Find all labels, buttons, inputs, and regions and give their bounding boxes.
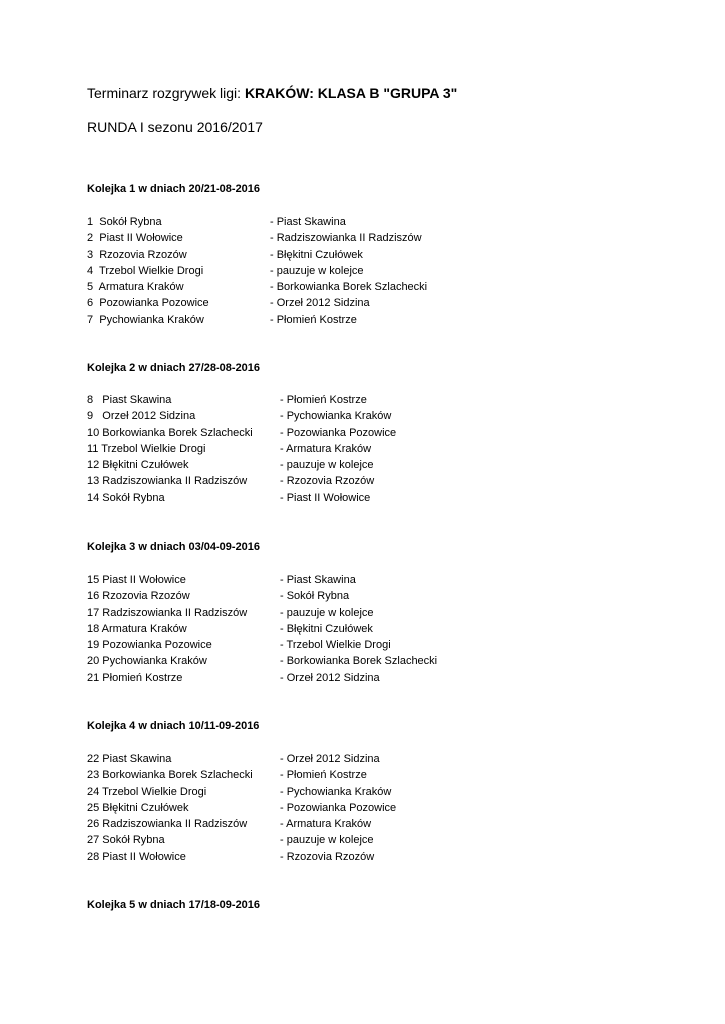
match-home-team: 1 Sokół Rybna <box>87 216 162 228</box>
match-home-team: 14 Sokół Rybna <box>87 491 165 504</box>
round-1-heading: Kolejka 1 w dniach 20/21-08-2016 <box>87 183 261 195</box>
match-away-team: - Radziszowianka II Radziszów <box>270 232 422 245</box>
match-away-team: - Borkowianka Borek Szlachecki <box>280 655 438 668</box>
round-3-heading: Kolejka 3 w dniach 03/04-09-2016 <box>87 541 261 553</box>
match-away-team: - Rzozovia Rzozów <box>280 475 375 488</box>
match-away-team: - Armatura Kraków <box>280 818 372 831</box>
match-away-team: - Pozowianka Pozowice <box>280 801 397 814</box>
round-5-heading: Kolejka 5 w dniach 17/18-09-2016 <box>87 899 261 911</box>
round-4-heading: Kolejka 4 w dniach 10/11-09-2016 <box>87 720 260 732</box>
match-home-team: 22 Piast Skawina <box>87 753 172 765</box>
match-away-team: - Orzeł 2012 Sidzina <box>280 671 380 684</box>
document-title <box>87 84 457 102</box>
match-home-team: 19 Pozowianka Pozowice <box>87 639 212 652</box>
match-away-team: - Orzeł 2012 Sidzina <box>280 753 380 765</box>
match-away-team: - Płomień Kostrze <box>280 394 367 406</box>
match-home-team: 28 Piast II Wołowice <box>87 850 186 863</box>
match-home-team: 12 Błękitni Czułówek <box>87 459 189 472</box>
match-away-team: - Płomień Kostrze <box>280 769 367 782</box>
match-home-team: 24 Trzebol Wielkie Drogi <box>87 785 207 798</box>
match-home-team: 15 Piast II Wołowice <box>87 574 186 586</box>
match-home-team: 17 Radziszowianka II Radziszów <box>87 606 248 619</box>
match-home-team: 7 Pychowianka Kraków <box>87 313 204 326</box>
match-away-team: - Piast Skawina <box>280 574 356 586</box>
match-away-team: - Piast Skawina <box>270 216 346 228</box>
match-away-team: - pauzuje w kolejce <box>280 834 374 847</box>
match-home-team: 9 Orzeł 2012 Sidzina <box>87 410 196 423</box>
season-subtitle: RUNDA I sezonu 2016/2017 <box>87 119 263 135</box>
match-home-team: 20 Pychowianka Kraków <box>87 655 207 668</box>
title-league: KRAKÓW: KLASA B "GRUPA 3" <box>244 85 458 101</box>
title-prefix: Terminarz rozgrywek ligi: <box>87 85 245 101</box>
match-home-team: 10 Borkowianka Borek Szlachecki <box>87 426 253 439</box>
match-away-team: - Sokół Rybna <box>280 590 350 603</box>
match-home-team: 26 Radziszowianka II Radziszów <box>87 818 248 831</box>
match-home-team: 3 Rzozovia Rzozów <box>87 248 187 261</box>
match-away-team: - Borkowianka Borek Szlachecki <box>270 281 428 294</box>
match-home-team: 2 Piast II Wołowice <box>87 232 183 245</box>
match-home-team: 18 Armatura Kraków <box>87 622 187 635</box>
match-home-team: 4 Trzebol Wielkie Drogi <box>87 264 204 277</box>
match-away-team: - Płomień Kostrze <box>270 313 357 326</box>
match-home-team: 25 Błękitni Czułówek <box>87 801 189 814</box>
match-away-team: - pauzuje w kolejce <box>280 606 374 619</box>
match-home-team: 6 Pozowianka Pozowice <box>87 297 209 310</box>
match-away-team: - Armatura Kraków <box>280 442 372 455</box>
match-away-team: - Pychowianka Kraków <box>280 410 392 423</box>
match-away-team: - Trzebol Wielkie Drogi <box>280 639 391 652</box>
round-2-heading: Kolejka 2 w dniach 27/28-08-2016 <box>87 362 261 374</box>
match-away-team: - Rzozovia Rzozów <box>280 850 375 863</box>
match-away-team: - Błękitni Czułówek <box>270 248 363 261</box>
match-away-team: - Pychowianka Kraków <box>280 785 392 798</box>
match-home-team: 5 Armatura Kraków <box>87 281 184 294</box>
match-away-team: - Błękitni Czułówek <box>280 622 373 635</box>
match-home-team: 13 Radziszowianka II Radziszów <box>87 475 248 488</box>
match-away-team: - Piast II Wołowice <box>280 491 371 504</box>
match-home-team: 23 Borkowianka Borek Szlachecki <box>87 769 253 782</box>
match-home-team: 8 Piast Skawina <box>87 394 172 406</box>
match-home-team: 21 Płomień Kostrze <box>87 671 183 684</box>
match-home-team: 27 Sokół Rybna <box>87 834 165 847</box>
match-away-team: - pauzuje w kolejce <box>280 459 374 472</box>
match-home-team: 11 Trzebol Wielkie Drogi <box>87 442 206 455</box>
match-away-team: - pauzuje w kolejce <box>270 264 364 277</box>
match-away-team: - Pozowianka Pozowice <box>280 426 397 439</box>
match-away-team: - Orzeł 2012 Sidzina <box>270 297 370 310</box>
match-home-team: 16 Rzozovia Rzozów <box>87 590 190 603</box>
